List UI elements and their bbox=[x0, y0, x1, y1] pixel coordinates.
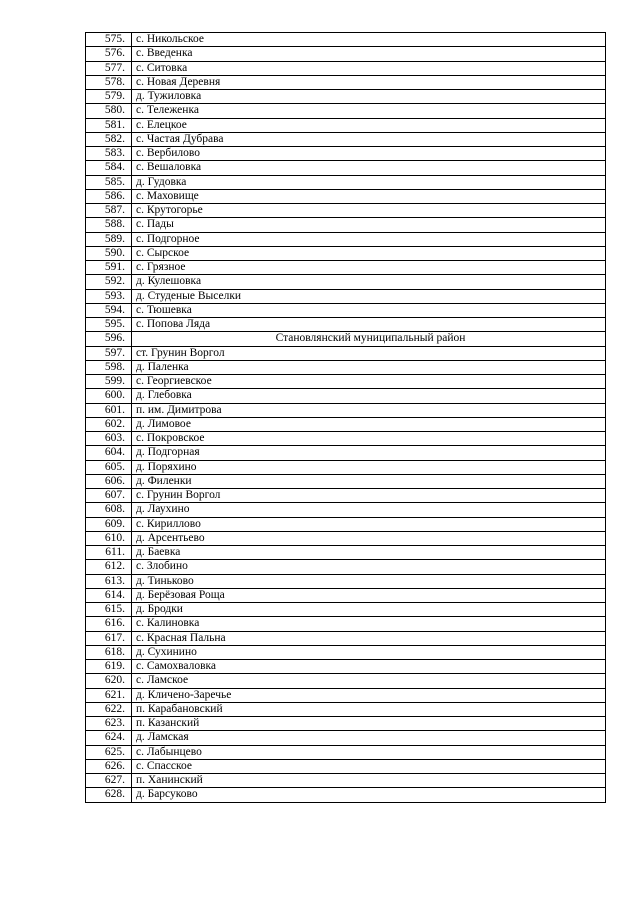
row-number: 625. bbox=[86, 745, 132, 759]
row-number: 586. bbox=[86, 189, 132, 203]
row-number: 615. bbox=[86, 603, 132, 617]
table-row bbox=[86, 432, 606, 446]
table-row bbox=[86, 189, 606, 203]
row-number: 621. bbox=[86, 688, 132, 702]
table-row bbox=[86, 132, 606, 146]
row-number: 584. bbox=[86, 161, 132, 175]
row-number: 598. bbox=[86, 360, 132, 374]
row-number: 613. bbox=[86, 574, 132, 588]
table-row bbox=[86, 759, 606, 773]
settlement-name: п. Ханинский bbox=[132, 774, 606, 788]
table-row bbox=[86, 232, 606, 246]
settlement-name: с. Никольское bbox=[132, 33, 606, 47]
row-number: 593. bbox=[86, 289, 132, 303]
settlement-name: д. Паленка bbox=[132, 360, 606, 374]
row-number: 627. bbox=[86, 774, 132, 788]
table-row bbox=[86, 375, 606, 389]
settlement-name: с. Калиновка bbox=[132, 617, 606, 631]
row-number: 626. bbox=[86, 759, 132, 773]
table-row bbox=[86, 531, 606, 545]
table-row bbox=[86, 403, 606, 417]
row-number: 612. bbox=[86, 560, 132, 574]
row-number: 605. bbox=[86, 460, 132, 474]
row-number: 616. bbox=[86, 617, 132, 631]
settlement-name: с. Кириллово bbox=[132, 517, 606, 531]
table-row bbox=[86, 717, 606, 731]
row-number: 603. bbox=[86, 432, 132, 446]
table-row bbox=[86, 489, 606, 503]
row-number: 623. bbox=[86, 717, 132, 731]
row-number: 595. bbox=[86, 318, 132, 332]
row-number: 614. bbox=[86, 588, 132, 602]
row-number: 589. bbox=[86, 232, 132, 246]
row-number: 599. bbox=[86, 375, 132, 389]
row-number: 618. bbox=[86, 645, 132, 659]
settlement-name: д. Барсуково bbox=[132, 788, 606, 802]
settlement-name: с. Злобино bbox=[132, 560, 606, 574]
table-row bbox=[86, 47, 606, 61]
settlements-table-body bbox=[86, 33, 606, 803]
table-row bbox=[86, 261, 606, 275]
row-number: 580. bbox=[86, 104, 132, 118]
settlement-name: с. Георгиевское bbox=[132, 375, 606, 389]
table-row bbox=[86, 147, 606, 161]
table-row bbox=[86, 474, 606, 488]
settlement-name: с. Спасское bbox=[132, 759, 606, 773]
table-row bbox=[86, 346, 606, 360]
settlement-name: с. Ламское bbox=[132, 674, 606, 688]
table-row bbox=[86, 289, 606, 303]
table-row bbox=[86, 702, 606, 716]
table-row bbox=[86, 674, 606, 688]
settlement-name: п. Карабановский bbox=[132, 702, 606, 716]
row-number: 590. bbox=[86, 246, 132, 260]
settlement-name: д. Кулешовка bbox=[132, 275, 606, 289]
table-row bbox=[86, 303, 606, 317]
table-row bbox=[86, 446, 606, 460]
table-row bbox=[86, 503, 606, 517]
row-number: 579. bbox=[86, 90, 132, 104]
row-number: 628. bbox=[86, 788, 132, 802]
settlement-name: ст. Грунин Воргол bbox=[132, 346, 606, 360]
table-row bbox=[86, 603, 606, 617]
row-number: 611. bbox=[86, 546, 132, 560]
table-row bbox=[86, 275, 606, 289]
settlement-name: с. Вешаловка bbox=[132, 161, 606, 175]
table-row bbox=[86, 546, 606, 560]
settlement-name: п. Казанский bbox=[132, 717, 606, 731]
settlement-name: д. Тужиловка bbox=[132, 90, 606, 104]
settlement-name: с. Грунин Воргол bbox=[132, 489, 606, 503]
row-number: 575. bbox=[86, 33, 132, 47]
settlement-name: с. Елецкое bbox=[132, 118, 606, 132]
row-number: 583. bbox=[86, 147, 132, 161]
settlement-name: д. Студеные Выселки bbox=[132, 289, 606, 303]
settlement-name: с. Вербилово bbox=[132, 147, 606, 161]
row-number: 592. bbox=[86, 275, 132, 289]
table-row bbox=[86, 318, 606, 332]
table-row bbox=[86, 104, 606, 118]
row-number: 601. bbox=[86, 403, 132, 417]
row-number: 582. bbox=[86, 132, 132, 146]
table-row bbox=[86, 417, 606, 431]
row-number: 585. bbox=[86, 175, 132, 189]
row-number: 620. bbox=[86, 674, 132, 688]
settlement-name: д. Филенки bbox=[132, 474, 606, 488]
settlement-name: д. Лимовое bbox=[132, 417, 606, 431]
settlement-name: с. Попова Ляда bbox=[132, 318, 606, 332]
row-number: 622. bbox=[86, 702, 132, 716]
row-number: 617. bbox=[86, 631, 132, 645]
table-row bbox=[86, 617, 606, 631]
row-number: 597. bbox=[86, 346, 132, 360]
row-number: 600. bbox=[86, 389, 132, 403]
table-row bbox=[86, 360, 606, 374]
table-row bbox=[86, 517, 606, 531]
row-number: 608. bbox=[86, 503, 132, 517]
table-row bbox=[86, 774, 606, 788]
table-row bbox=[86, 574, 606, 588]
settlements-table bbox=[85, 32, 606, 803]
table-row bbox=[86, 204, 606, 218]
settlement-name: с. Лабынцево bbox=[132, 745, 606, 759]
settlement-name: с. Пады bbox=[132, 218, 606, 232]
row-number: 581. bbox=[86, 118, 132, 132]
table-row bbox=[86, 246, 606, 260]
table-row bbox=[86, 788, 606, 802]
settlement-name: д. Арсентьево bbox=[132, 531, 606, 545]
row-number: 591. bbox=[86, 261, 132, 275]
table-row bbox=[86, 389, 606, 403]
row-number: 576. bbox=[86, 47, 132, 61]
settlement-name: д. Подгорная bbox=[132, 446, 606, 460]
table-row bbox=[86, 660, 606, 674]
row-number: 619. bbox=[86, 660, 132, 674]
settlement-name: д. Глебовка bbox=[132, 389, 606, 403]
settlement-name: д. Тиньково bbox=[132, 574, 606, 588]
settlement-name: п. им. Димитрова bbox=[132, 403, 606, 417]
settlement-name: д. Ламская bbox=[132, 731, 606, 745]
settlement-name: д. Лаухино bbox=[132, 503, 606, 517]
table-row bbox=[86, 645, 606, 659]
settlement-name: д. Поряхино bbox=[132, 460, 606, 474]
settlement-name: с. Частая Дубрава bbox=[132, 132, 606, 146]
settlement-name: с. Новая Деревня bbox=[132, 75, 606, 89]
settlement-name: с. Тележенка bbox=[132, 104, 606, 118]
table-row bbox=[86, 90, 606, 104]
settlement-name: с. Маховище bbox=[132, 189, 606, 203]
row-number: 624. bbox=[86, 731, 132, 745]
settlement-name: д. Сухинино bbox=[132, 645, 606, 659]
table-row bbox=[86, 745, 606, 759]
table-row bbox=[86, 75, 606, 89]
table-row bbox=[86, 118, 606, 132]
settlement-name: д. Берёзовая Роща bbox=[132, 588, 606, 602]
settlement-name: д. Баевка bbox=[132, 546, 606, 560]
row-number: 587. bbox=[86, 204, 132, 218]
table-row bbox=[86, 33, 606, 47]
settlement-name: с. Сырское bbox=[132, 246, 606, 260]
settlement-name: д. Гудовка bbox=[132, 175, 606, 189]
settlement-name: с. Грязное bbox=[132, 261, 606, 275]
district-header-row bbox=[86, 332, 606, 346]
table-row bbox=[86, 175, 606, 189]
row-number: 588. bbox=[86, 218, 132, 232]
settlement-name: с. Самохваловка bbox=[132, 660, 606, 674]
table-row bbox=[86, 588, 606, 602]
row-number: 610. bbox=[86, 531, 132, 545]
district-name: Становлянский муниципальный район bbox=[132, 332, 606, 346]
settlement-name: д. Кличено-Заречье bbox=[132, 688, 606, 702]
row-number: 594. bbox=[86, 303, 132, 317]
settlement-name: с. Красная Пальна bbox=[132, 631, 606, 645]
table-row bbox=[86, 460, 606, 474]
settlement-name: с. Покровское bbox=[132, 432, 606, 446]
settlement-name: д. Бродки bbox=[132, 603, 606, 617]
row-number: 604. bbox=[86, 446, 132, 460]
settlement-name: с. Ситовка bbox=[132, 61, 606, 75]
row-number: 602. bbox=[86, 417, 132, 431]
table-row bbox=[86, 731, 606, 745]
row-number: 609. bbox=[86, 517, 132, 531]
settlement-name: с. Тюшевка bbox=[132, 303, 606, 317]
row-number: 607. bbox=[86, 489, 132, 503]
row-number: 577. bbox=[86, 61, 132, 75]
row-number: 606. bbox=[86, 474, 132, 488]
table-row bbox=[86, 61, 606, 75]
row-number: 578. bbox=[86, 75, 132, 89]
table-row bbox=[86, 631, 606, 645]
settlement-name: с. Введенка bbox=[132, 47, 606, 61]
settlement-name: с. Крутогорье bbox=[132, 204, 606, 218]
row-number: 596. bbox=[86, 332, 132, 346]
settlement-name: с. Подгорное bbox=[132, 232, 606, 246]
table-row bbox=[86, 688, 606, 702]
table-row bbox=[86, 560, 606, 574]
table-row bbox=[86, 161, 606, 175]
table-row bbox=[86, 218, 606, 232]
